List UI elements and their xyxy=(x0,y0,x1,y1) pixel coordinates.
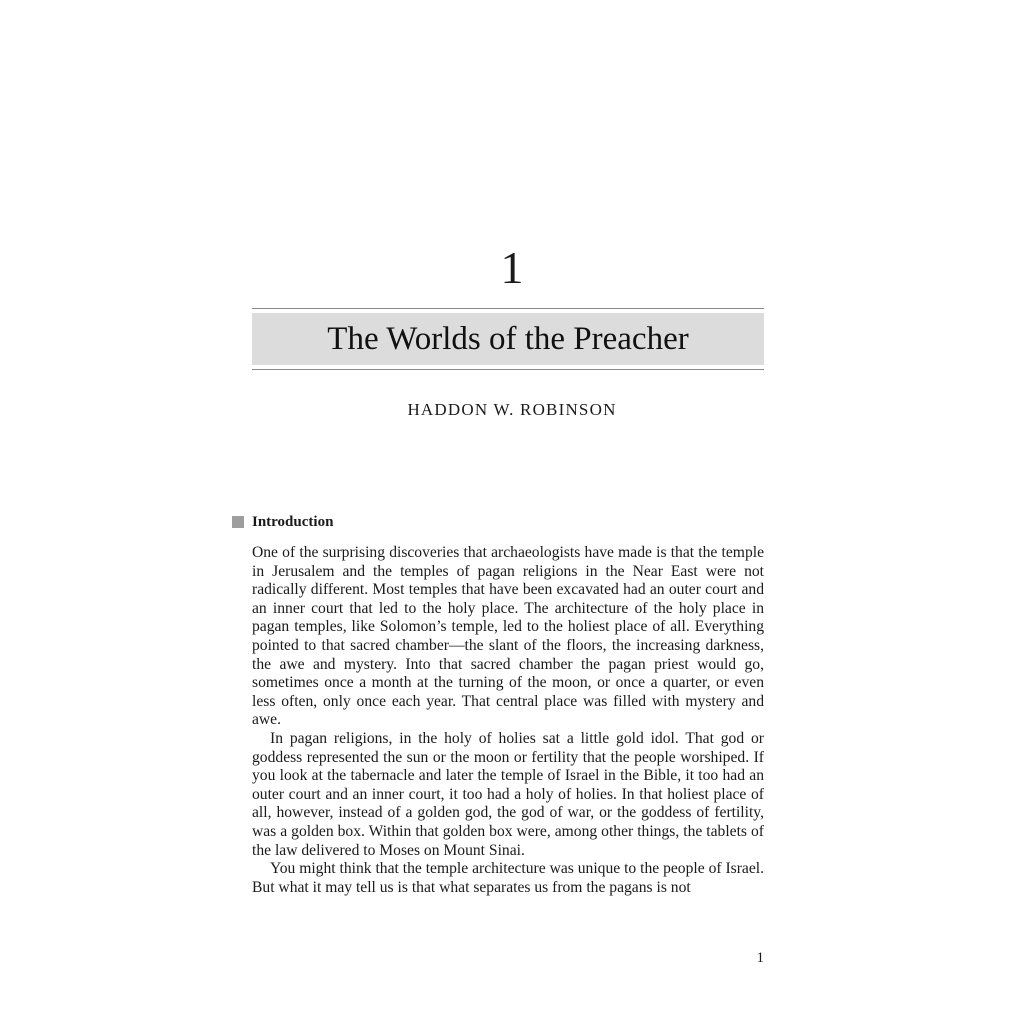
title-rule-top xyxy=(252,308,764,309)
chapter-title: The Worlds of the Preacher xyxy=(327,321,689,357)
paragraph: One of the surprising discoveries that archaeologists have made is that the temple in Jerusalem and the temples of pagan religions in the Near East were not radically different. Most temples that have been excavated had an outer court and an inner court that led to the holy place. The architecture of the holy place in pagan temples, like Solomon’s temple, led to the holiest place of all. Everything pointed to that sacred chamber—the slant of the floors, the increasing darkness, the awe and mystery. Into that sacred chamber the pagan priest would go, sometimes once a month at the turning of the moon, or once a quarter, or even less often, only once each year. That central place was filled with mystery and awe. xyxy=(252,544,764,729)
paragraph: In pagan religions, in the holy of holies sat a little gold idol. That god or goddess represented the sun or the moon or fertility that the people worshiped. If you look at the tabernacle and later the temple of Israel in the Bible, it too had an outer court and an inner court, it too had a holy of holies. In that holiest place of all, however, instead of a golden god, the god of war, or the goddess of fertility, was a golden box. Within that golden box were, among other things, the tablets of the law delivered to Moses on Mount Sinai. xyxy=(252,729,764,859)
body-text xyxy=(252,544,764,897)
section-marker-icon xyxy=(232,516,244,528)
chapter-author: HADDON W. ROBINSON xyxy=(407,400,617,419)
section-heading-label: Introduction xyxy=(252,514,334,530)
page-number: 1 xyxy=(756,950,764,966)
section-heading xyxy=(232,512,333,532)
paragraph: You might think that the temple architecture was unique to the people of Israel. But what it may tell us is that what separates us from the pagans is not xyxy=(252,860,764,896)
chapter-title-band xyxy=(252,308,764,370)
chapter-number: 1 xyxy=(500,242,524,293)
title-rule-bottom xyxy=(252,369,764,370)
